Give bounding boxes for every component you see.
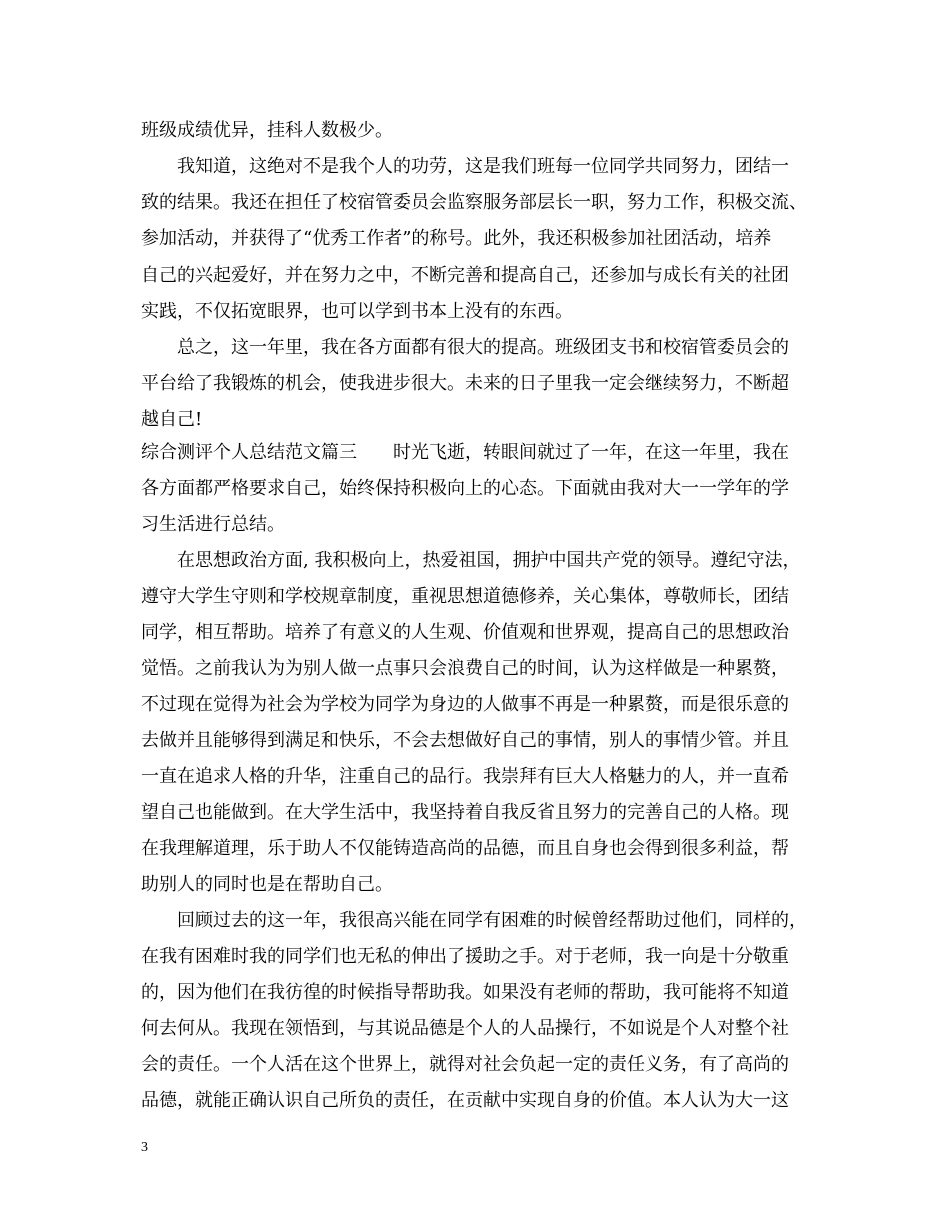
body-text-line: 实践，不仅拓宽眼界，也可以学到书本上没有的东西。 [141,301,573,322]
body-text-line: 一直在追求人格的升华，注重自己的品行。我崇拜有巨大人格魅力的人，并一直希 [141,766,789,787]
body-text-line: 致的结果。我还在担任了校宿管委员会监察服务部层长一职，努力工作，积极交流、 [141,192,807,213]
body-text-line: 的，因为他们在我彷徨的时候指导帮助我。如果没有老师的帮助，我可能将不知道 [141,982,789,1003]
section-heading-line: 综合测评个人总结范文篇三 时光飞逝，转眼间就过了一年，在这一年里，我在 [141,442,789,463]
body-text-line: 参加活动，并获得了“优秀工作者”的称号。此外，我还积极参加社团活动，培养 [141,228,772,249]
body-text-line: 我知道，这绝对不是我个人的功劳，这是我们班每一位同学共同努力，团结一 [177,156,789,177]
body-text-line: 平台给了我锻炼的机会，使我进步很大。未来的日子里我一定会继续努力，不断超 [141,373,789,394]
body-text-line: 同学，相互帮助。培养了有意义的人生观、价值观和世界观，提高自己的思想政治 [141,622,789,643]
body-text-line: 助别人的同时也是在帮助自己。 [141,874,393,895]
body-text-line: 在我理解道理，乐于助人不仅能铸造高尚的品德，而且自身也会得到很多利益，帮 [141,838,789,859]
body-text-line: 品德，就能正确认识自己所负的责任，在贡献中实现自身的价值。本人认为大一这 [141,1090,789,1111]
body-text-line: 回顾过去的这一年，我很高兴能在同学有困难的时候曾经帮助过他们，同样的， [177,910,807,931]
body-text-line: 自己的兴起爱好，并在努力之中，不断完善和提高自己，还参加与成长有关的社团 [141,265,789,286]
body-text-line: 习生活进行总结。 [141,514,285,535]
body-text-line: 去做并且能够得到满足和快乐，不会去想做好自己的事情，别人的事情少管。并且 [141,730,789,751]
body-text-line: 会的责任。一个人活在这个世界上，就得对社会负起一定的责任义务，有了高尚的 [141,1054,789,1075]
body-text-line: 不过现在觉得为社会为学校为同学为身边的人做事不再是一种累赘，而是很乐意的 [141,694,789,715]
body-text-line: 在思想政治方面, 我积极向上，热爱祖国，拥护中国共产党的领导。遵纪守法， [177,550,801,571]
body-text-line: 何去何从。我现在领悟到，与其说品德是个人的人品操行，不如说是个人对整个社 [141,1018,789,1039]
body-text-line: 总之，这一年里，我在各方面都有很大的提高。班级团支书和校宿管委员会的 [177,337,789,358]
body-text-line: 觉悟。之前我认为为别人做一点事只会浪费自己的时间，认为这样做是一种累赘， [141,658,789,679]
body-text-line: 各方面都严格要求自己，始终保持积极向上的心态。下面就由我对大一一学年的学 [141,478,789,499]
body-text-line: 望自己也能做到。在大学生活中，我坚持着自我反省且努力的完善自己的人格。现 [141,802,789,823]
body-text-line: 遵守大学生守则和学校规章制度，重视思想道德修养，关心集体，尊敬师长，团结 [141,586,789,607]
body-text-line: 班级成绩优异，挂科人数极少。 [141,120,393,141]
page-number: 3 [141,1140,148,1155]
body-text-line: 越自己! [141,409,203,430]
body-text-line: 在我有困难时我的同学们也无私的伸出了援助之手。对于老师，我一向是十分敬重 [141,946,789,967]
